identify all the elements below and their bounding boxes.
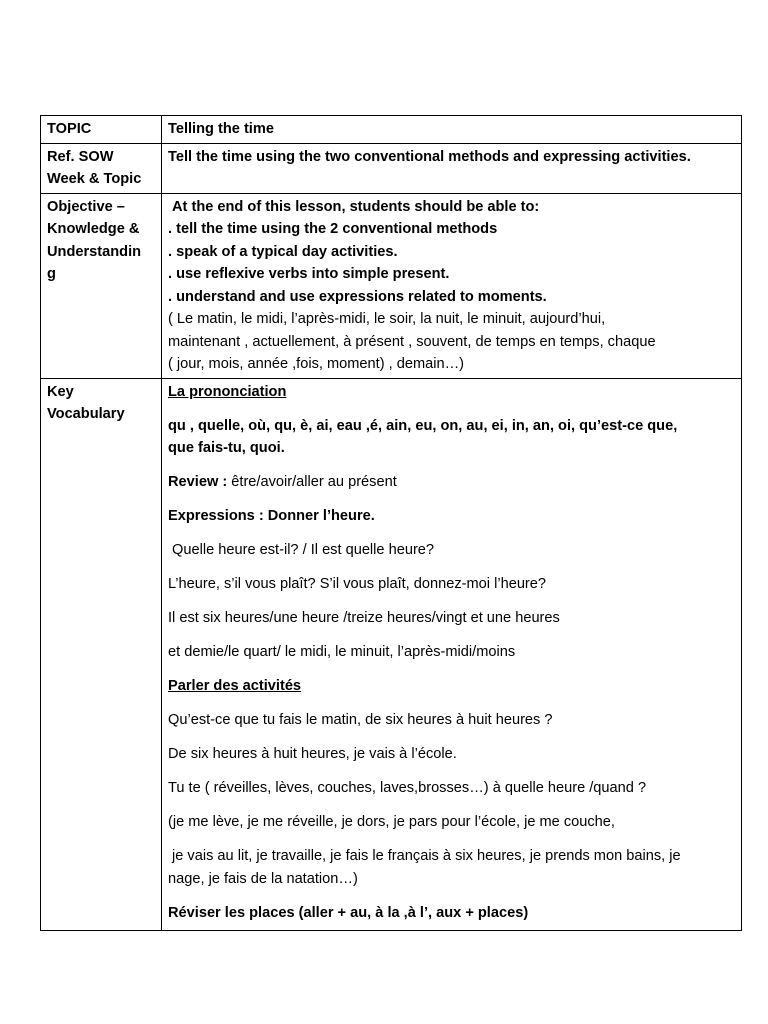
activities-heading: Parler des activités bbox=[168, 678, 302, 694]
objective-point: . tell the time using the 2 conventional methods bbox=[168, 221, 498, 237]
pronunciation-heading: La prononciation bbox=[168, 383, 287, 400]
sow-value-cell bbox=[162, 143, 742, 193]
lesson-plan-table bbox=[40, 115, 742, 931]
review-text: être/avoir/aller au présent bbox=[227, 474, 397, 490]
expression-line: L’heure, s’il vous plaît? S’il vous plaît, donnez-moi l’heure? bbox=[168, 576, 547, 592]
review-line bbox=[168, 471, 735, 494]
objective-label-cell bbox=[41, 193, 162, 378]
objective-point: . understand and use expressions related to moments. bbox=[168, 288, 547, 305]
table-row-vocabulary bbox=[41, 378, 742, 931]
activity-line: De six heures à huit heures, je vais à l’école. bbox=[168, 746, 457, 762]
vocabulary-value-cell bbox=[162, 378, 742, 931]
activity-line: (je me lève, je me réveille, je dors, je pars pour l’école, je me couche, bbox=[168, 814, 615, 830]
sounds-line: que fais-tu, quoi. bbox=[168, 440, 285, 456]
review-label: Review : bbox=[168, 474, 228, 490]
objective-intro: At the end of this lesson, students should be able to: bbox=[172, 198, 540, 215]
topic-label-cell bbox=[41, 116, 162, 144]
expression-line: Quelle heure est-il? / Il est quelle heure? bbox=[172, 542, 435, 558]
objective-label-line1: Objective – bbox=[47, 198, 125, 215]
vocabulary-label-line2: Vocabulary bbox=[47, 406, 125, 422]
vocabulary-label-cell bbox=[41, 378, 162, 931]
activity-line: je vais au lit, je travaille, je fais le français à six heures, je prends mon bains, je bbox=[172, 848, 681, 864]
table-row-sow bbox=[41, 143, 742, 193]
table-row-topic bbox=[41, 116, 742, 144]
topic-label: TOPIC bbox=[47, 121, 92, 137]
moments-line: ( Le matin, le midi, l’après-midi, le soir, la nuit, le minuit, aujourd’hui, bbox=[168, 311, 606, 327]
expressions-heading: Expressions : Donner l’heure. bbox=[168, 508, 375, 524]
sow-label-cell bbox=[41, 143, 162, 193]
objective-label-line2: Knowledge & bbox=[47, 221, 140, 237]
activity-line: nage, je fais de la natation…) bbox=[168, 870, 358, 887]
expression-line: Il est six heures/une heure /treize heures/vingt et une heures bbox=[168, 610, 560, 626]
sounds-line: qu , quelle, où, qu, è, ai, eau ,é, ain, eu, on, au, ei, in, an, oi, qu’est-ce que, bbox=[168, 417, 678, 434]
moments-line: ( jour, mois, année ,fois, moment) , demain…) bbox=[168, 356, 465, 372]
sow-value: Tell the time using the two conventional methods and expressing activities. bbox=[168, 148, 691, 165]
moments-line: maintenant , actuellement, à présent , souvent, de temps en temps, chaque bbox=[168, 333, 656, 350]
sow-label-line1: Ref. SOW bbox=[47, 148, 114, 165]
sow-label-line2: Week & Topic bbox=[47, 171, 142, 187]
objective-point: . use reflexive verbs into simple present. bbox=[168, 266, 450, 282]
topic-value: Telling the time bbox=[168, 121, 274, 137]
objective-label-line4: g bbox=[47, 266, 56, 282]
activity-line: Tu te ( réveilles, lèves, couches, laves,brosses…) à quelle heure /quand ? bbox=[168, 780, 647, 796]
activity-block bbox=[168, 845, 735, 890]
activity-line: Qu’est-ce que tu fais le matin, de six heures à huit heures ? bbox=[168, 712, 553, 728]
places-line: Réviser les places (aller + au, à la ,à l’, aux + places) bbox=[168, 904, 529, 921]
expression-line: et demie/le quart/ le midi, le minuit, l’après-midi/moins bbox=[168, 644, 516, 660]
objective-label-line3: Understandin bbox=[47, 243, 142, 260]
topic-value-cell bbox=[162, 116, 742, 144]
sounds-list bbox=[168, 415, 735, 460]
vocabulary-label-line1: Key bbox=[47, 383, 74, 400]
table-row-objective bbox=[41, 193, 742, 378]
objective-point: . speak of a typical day activities. bbox=[168, 243, 398, 260]
objective-value-cell bbox=[162, 193, 742, 378]
